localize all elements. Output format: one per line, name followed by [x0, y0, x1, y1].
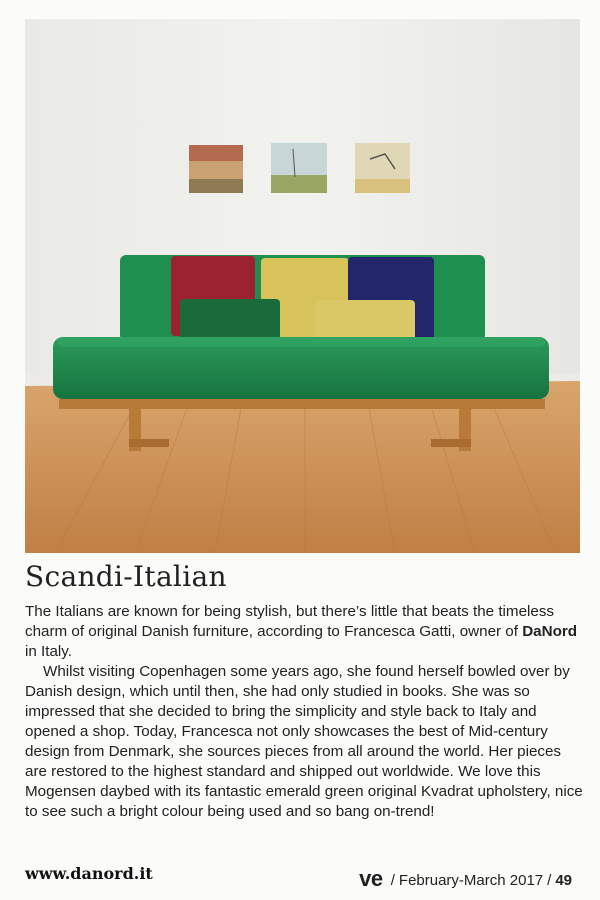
- wall-picture-1: [189, 145, 243, 193]
- issue-date: February-March 2017: [398, 872, 544, 889]
- folio-separator: /: [390, 872, 395, 889]
- page-number: 49: [555, 872, 572, 889]
- brand-name: DaNord: [522, 623, 578, 640]
- article-photo-daybed: [25, 19, 580, 553]
- magazine-logo: ve: [359, 866, 383, 891]
- paragraph-intro: [25, 602, 585, 662]
- article-body: [25, 602, 585, 822]
- intro-text-end: in Italy.: [25, 643, 72, 660]
- sofa-frame: [59, 399, 545, 409]
- wall-picture-2: [271, 143, 327, 193]
- wall-picture-3: [355, 143, 410, 193]
- paragraph-main: Whilst visiting Copenhagen some years ago, she found herself bowled over by Danish design, which until then, she had only studied in books. She was so impressed that she decided to bring the simplicity and style back to Italy and opened a shop. Today, Francesca not only showcases the best of Mid-century design from Denmark, she sources pieces from all around the world. Her pieces are restored to the highest standard and shipped out worldwide. We love this Mogensen daybed with its fantastic emerald green original Kvadrat upholstery, nice to see such a bright colour being used and so bang on-trend!: [25, 663, 583, 820]
- folio-separator-2: /: [547, 872, 552, 889]
- website-link[interactable]: www.danord.it: [25, 864, 153, 883]
- page-folio: [359, 866, 572, 892]
- article-headline: Scandi-Italian: [25, 560, 227, 593]
- intro-text: The Italians are known for being stylish, but there’s little that beats the timeless charm of original Danish furniture, according to Francesca Gatti, owner of: [25, 603, 555, 640]
- green-lumbar-cushion: [180, 299, 280, 343]
